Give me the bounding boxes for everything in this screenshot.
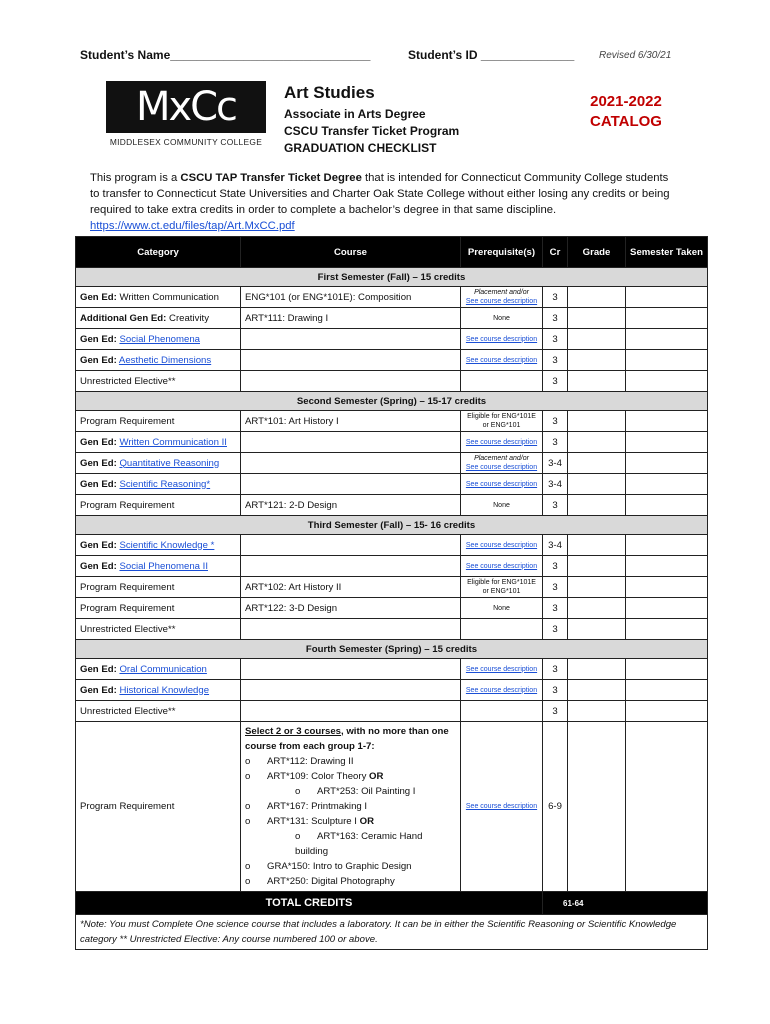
prereq-cell: Eligible for ENG*101E or ENG*101 <box>461 411 543 432</box>
list-item <box>245 814 456 829</box>
note-row <box>76 915 708 950</box>
credits-cell: 3 <box>543 556 568 577</box>
program-name: CSCU Transfer Ticket Program <box>284 124 460 138</box>
category-cell <box>76 680 241 701</box>
semester-taken-cell[interactable] <box>626 371 708 392</box>
category-cell <box>76 453 241 474</box>
category-cell <box>76 308 241 329</box>
semester-taken-cell[interactable] <box>626 474 708 495</box>
catalog-year: 2021-2022 <box>590 93 662 110</box>
list-item <box>245 769 456 784</box>
col-category: Category <box>76 237 241 268</box>
prereq-placement: Placement and/or <box>474 289 529 296</box>
col-semester: Semester Taken <box>626 237 708 268</box>
intro-text-pre: This program is a <box>90 172 181 184</box>
footnote: *Note: You must Complete One science course that includes a laboratory. It can be in either the Scientific Reasoning or Scientific Knowledge category ** Unrestricted Elective: Any course numbered 100 or above. <box>76 915 708 950</box>
category-cell <box>76 474 241 495</box>
course-cell <box>241 350 461 371</box>
course-cell: ART*122: 3-D Design <box>241 598 461 619</box>
course-option: GRA*150: Intro to Graphic Design <box>267 861 412 872</box>
table-row <box>76 474 708 495</box>
category-link[interactable]: Scientific Knowledge * <box>119 539 215 551</box>
semester-row <box>76 640 708 659</box>
table-row <box>76 577 708 598</box>
course-option: ART*253: Oil Painting I <box>317 786 416 797</box>
prereq-cell: None <box>461 308 543 329</box>
semester-taken-cell[interactable] <box>626 619 708 640</box>
semester-taken-cell[interactable] <box>626 411 708 432</box>
table-row <box>76 308 708 329</box>
category-cell: Program Requirement <box>76 722 241 892</box>
table-row <box>76 659 708 680</box>
semester-taken-cell[interactable] <box>626 722 708 892</box>
see-description-link[interactable]: See course description <box>465 438 538 446</box>
prereq-cell <box>461 329 543 350</box>
prereq-cell <box>461 619 543 640</box>
bullet: o <box>295 786 301 797</box>
category-prefix: Gen Ed: <box>80 354 117 366</box>
course-cell <box>241 701 461 722</box>
category-link[interactable]: Aesthetic Dimensions <box>118 354 212 366</box>
course-cell <box>241 432 461 453</box>
category-cell: Unrestricted Elective** <box>76 619 241 640</box>
semester-heading: First Semester (Fall) – 15 credits <box>76 268 708 287</box>
grade-cell[interactable] <box>568 556 626 577</box>
prereq-cell <box>461 350 543 371</box>
course-cell <box>241 535 461 556</box>
category-link[interactable]: Quantitative Reasoning <box>119 457 220 469</box>
credits-cell: 3 <box>543 577 568 598</box>
prereq-cell: None <box>461 495 543 516</box>
table-row <box>76 598 708 619</box>
course-cell <box>241 474 461 495</box>
credits-cell: 3 <box>543 495 568 516</box>
prereq-cell <box>461 287 543 308</box>
grade-cell[interactable] <box>568 329 626 350</box>
semester-taken-cell[interactable] <box>626 287 708 308</box>
prereq-cell <box>461 659 543 680</box>
table-header-row <box>76 237 708 268</box>
course-option: ART*163: Ceramic Hand building <box>295 831 423 857</box>
category-prefix: Gen Ed: <box>80 457 117 469</box>
category-prefix: Gen Ed: <box>80 539 117 551</box>
semester-taken-cell[interactable] <box>626 680 708 701</box>
grade-cell[interactable] <box>568 495 626 516</box>
intro-text-bold: CSCU TAP Transfer Ticket Degree <box>180 172 362 184</box>
credits-cell: 3-4 <box>543 535 568 556</box>
category-cell <box>76 287 241 308</box>
semester-heading: Third Semester (Fall) – 15- 16 credits <box>76 516 708 535</box>
semester-taken-cell[interactable] <box>626 308 708 329</box>
table-row <box>76 329 708 350</box>
col-course: Course <box>241 237 461 268</box>
see-description-link[interactable]: See course description <box>465 356 538 364</box>
col-cr: Cr <box>543 237 568 268</box>
see-description-link[interactable]: See course description <box>465 335 538 343</box>
credits-cell: 3 <box>543 329 568 350</box>
credits-cell: 6-9 <box>543 722 568 892</box>
credits-cell: 3 <box>543 350 568 371</box>
grade-cell[interactable] <box>568 432 626 453</box>
course-cell: ART*121: 2-D Design <box>241 495 461 516</box>
semester-row <box>76 516 708 535</box>
degree-type: Associate in Arts Degree <box>284 107 426 121</box>
total-label: TOTAL CREDITS <box>76 892 543 915</box>
course-cell: ENG*101 (or ENG*101E): Composition <box>241 287 461 308</box>
course-option: ART*109: Color Theory <box>267 771 370 782</box>
course-cell: ART*111: Drawing I <box>241 308 461 329</box>
semester-taken-cell[interactable] <box>626 577 708 598</box>
catalog-block <box>576 92 676 132</box>
table-row <box>76 287 708 308</box>
list-item <box>245 784 456 799</box>
course-cell <box>241 556 461 577</box>
course-selection-list <box>241 722 461 892</box>
grade-cell[interactable] <box>568 701 626 722</box>
category-cell <box>76 432 241 453</box>
or-label: OR <box>359 816 375 827</box>
list-item <box>245 799 456 814</box>
list-item <box>245 874 456 889</box>
grade-cell[interactable] <box>568 598 626 619</box>
semester-row <box>76 392 708 411</box>
credits-cell: 3 <box>543 432 568 453</box>
credits-cell: 3 <box>543 371 568 392</box>
credits-cell: 3 <box>543 701 568 722</box>
logo-mark: MxCc <box>135 84 237 130</box>
course-cell <box>241 329 461 350</box>
category-cell: Program Requirement <box>76 598 241 619</box>
category-cell: Program Requirement <box>76 577 241 598</box>
course-cell <box>241 619 461 640</box>
prereq-cell <box>461 453 543 474</box>
category-cell: Unrestricted Elective** <box>76 701 241 722</box>
credits-cell: 3 <box>543 619 568 640</box>
credits-cell: 3 <box>543 411 568 432</box>
list-item <box>245 829 456 859</box>
credits-cell: 3-4 <box>543 474 568 495</box>
table-row <box>76 453 708 474</box>
course-cell: ART*101: Art History I <box>241 411 461 432</box>
course-option: ART*131: Sculpture I <box>267 816 360 827</box>
course-cell: ART*102: Art History II <box>241 577 461 598</box>
credits-cell: 3 <box>543 659 568 680</box>
bullet: o <box>245 756 251 767</box>
category-link[interactable]: Written Communication II <box>119 436 227 448</box>
intro-text-post: that is intended for Connecticut Community College students to transfer to Connecticut State Universities and Charter Oak State College without either losing any credits or being required to take extra credits in order to complete a bachelor’s degree in that same discipline. <box>90 172 670 216</box>
course-option: ART*250: Digital Photography <box>267 876 395 887</box>
credits-cell: 3 <box>543 680 568 701</box>
prereq-cell <box>461 474 543 495</box>
semester-heading: Second Semester (Spring) – 15-17 credits <box>76 392 708 411</box>
semester-taken-cell[interactable] <box>626 329 708 350</box>
total-row <box>76 892 708 915</box>
prereq-cell <box>461 680 543 701</box>
grade-cell[interactable] <box>568 535 626 556</box>
category-link[interactable]: Social Phenomena <box>119 333 200 345</box>
bullet: o <box>245 816 251 827</box>
category-prefix: Gen Ed: <box>80 291 117 303</box>
student-name-field[interactable]: Student’s Name______________________________ <box>80 48 371 62</box>
program-link[interactable]: https://www.ct.edu/files/tap/Art.MxCC.pdf <box>90 220 295 232</box>
grade-cell[interactable] <box>568 577 626 598</box>
checklist-label: GRADUATION CHECKLIST <box>284 141 437 155</box>
category-prefix: Gen Ed: <box>80 333 117 345</box>
semester-taken-cell[interactable] <box>626 495 708 516</box>
intro-paragraph <box>90 170 680 234</box>
grade-cell[interactable] <box>568 659 626 680</box>
table-row <box>76 371 708 392</box>
revised-date: Revised 6/30/21 <box>599 50 672 61</box>
semester-taken-cell[interactable] <box>626 535 708 556</box>
category-cell <box>76 659 241 680</box>
college-logo <box>106 81 266 155</box>
see-description-link[interactable]: See course description <box>465 665 538 673</box>
prereq-cell <box>461 371 543 392</box>
credits-cell: 3 <box>543 598 568 619</box>
catalog-label: CATALOG <box>590 113 662 130</box>
see-description-link[interactable]: See course description <box>465 480 538 488</box>
category-link[interactable]: Oral Communication <box>119 663 207 675</box>
table-row <box>76 680 708 701</box>
course-cell <box>241 371 461 392</box>
grade-cell[interactable] <box>568 474 626 495</box>
category-link[interactable]: Social Phenomena II <box>119 560 208 572</box>
category-prefix: Gen Ed: <box>80 684 117 696</box>
category-prefix: Gen Ed: <box>80 663 117 675</box>
category-prefix: Gen Ed: <box>80 560 117 572</box>
table-row <box>76 619 708 640</box>
course-cell <box>241 680 461 701</box>
category-prefix: Gen Ed: <box>80 478 117 490</box>
prereq-cell <box>461 535 543 556</box>
course-option: ART*112: Drawing II <box>267 756 354 767</box>
semester-taken-cell[interactable] <box>626 432 708 453</box>
checklist-table <box>75 236 708 950</box>
semester-taken-cell[interactable] <box>626 556 708 577</box>
table-row <box>76 535 708 556</box>
category-link[interactable]: Historical Knowledge <box>119 684 210 696</box>
table-row <box>76 722 708 892</box>
grade-cell[interactable] <box>568 722 626 892</box>
col-prereq: Prerequisite(s) <box>461 237 543 268</box>
category-text: Written Communication <box>116 291 219 303</box>
selection-count: Select 2 or 3 courses <box>245 726 341 737</box>
semester-taken-cell[interactable] <box>626 350 708 371</box>
grade-cell[interactable] <box>568 680 626 701</box>
selection-rule: , with no more than one course from each group 1-7: <box>245 726 449 752</box>
bullet: o <box>245 861 251 872</box>
course-cell <box>241 659 461 680</box>
program-title: Art Studies <box>284 83 375 102</box>
bullet: o <box>245 876 251 887</box>
see-description-link[interactable]: See course description <box>465 298 538 305</box>
semester-taken-cell[interactable] <box>626 453 708 474</box>
table-row <box>76 701 708 722</box>
bullet: o <box>245 801 251 812</box>
prereq-cell <box>461 701 543 722</box>
category-prefix: Additional Gen Ed: <box>80 312 167 324</box>
grade-cell[interactable] <box>568 287 626 308</box>
list-item <box>245 859 456 874</box>
prereq-cell: None <box>461 598 543 619</box>
credits-cell: 3-4 <box>543 453 568 474</box>
table-row <box>76 350 708 371</box>
course-cell <box>241 453 461 474</box>
category-prefix: Gen Ed: <box>80 436 117 448</box>
see-description-link[interactable]: See course description <box>465 562 538 570</box>
total-value: 61-64 <box>543 892 708 915</box>
credits-cell: 3 <box>543 287 568 308</box>
semester-taken-cell[interactable] <box>626 701 708 722</box>
prereq-cell <box>461 556 543 577</box>
bullet: o <box>245 771 251 782</box>
grade-cell[interactable] <box>568 371 626 392</box>
category-cell: Unrestricted Elective** <box>76 371 241 392</box>
category-cell: Program Requirement <box>76 495 241 516</box>
logo-college-name: MIDDLESEX COMMUNITY COLLEGE <box>109 137 263 147</box>
category-cell: Program Requirement <box>76 411 241 432</box>
credits-cell: 3 <box>543 308 568 329</box>
table-row <box>76 495 708 516</box>
bullet: o <box>295 831 301 842</box>
prereq-cell: Eligible for ENG*101E or ENG*101 <box>461 577 543 598</box>
category-cell <box>76 556 241 577</box>
category-cell <box>76 350 241 371</box>
student-id-field[interactable]: Student’s ID ______________ <box>408 48 575 62</box>
semester-heading: Fourth Semester (Spring) – 15 credits <box>76 640 708 659</box>
table-row <box>76 556 708 577</box>
category-cell <box>76 535 241 556</box>
list-item <box>245 754 456 769</box>
selection-instructions <box>245 724 456 754</box>
see-description-link[interactable]: See course description <box>465 541 538 549</box>
prereq-cell <box>461 722 543 892</box>
table-row <box>76 432 708 453</box>
semester-row <box>76 268 708 287</box>
prereq-placement: Placement and/or <box>474 455 529 462</box>
category-text: Creativity <box>166 312 209 324</box>
or-label: OR <box>369 771 384 782</box>
col-grade: Grade <box>568 237 626 268</box>
see-description-link[interactable]: See course description <box>465 464 538 471</box>
semester-taken-cell[interactable] <box>626 659 708 680</box>
prereq-cell <box>461 432 543 453</box>
grade-cell[interactable] <box>568 411 626 432</box>
category-link[interactable]: Scientific Reasoning* <box>119 478 211 490</box>
grade-cell[interactable] <box>568 619 626 640</box>
semester-taken-cell[interactable] <box>626 598 708 619</box>
grade-cell[interactable] <box>568 308 626 329</box>
grade-cell[interactable] <box>568 350 626 371</box>
course-option: ART*167: Printmaking I <box>267 801 368 812</box>
grade-cell[interactable] <box>568 453 626 474</box>
table-row <box>76 411 708 432</box>
see-description-link[interactable]: See course description <box>465 803 538 810</box>
category-cell <box>76 329 241 350</box>
see-description-link[interactable]: See course description <box>465 686 538 694</box>
